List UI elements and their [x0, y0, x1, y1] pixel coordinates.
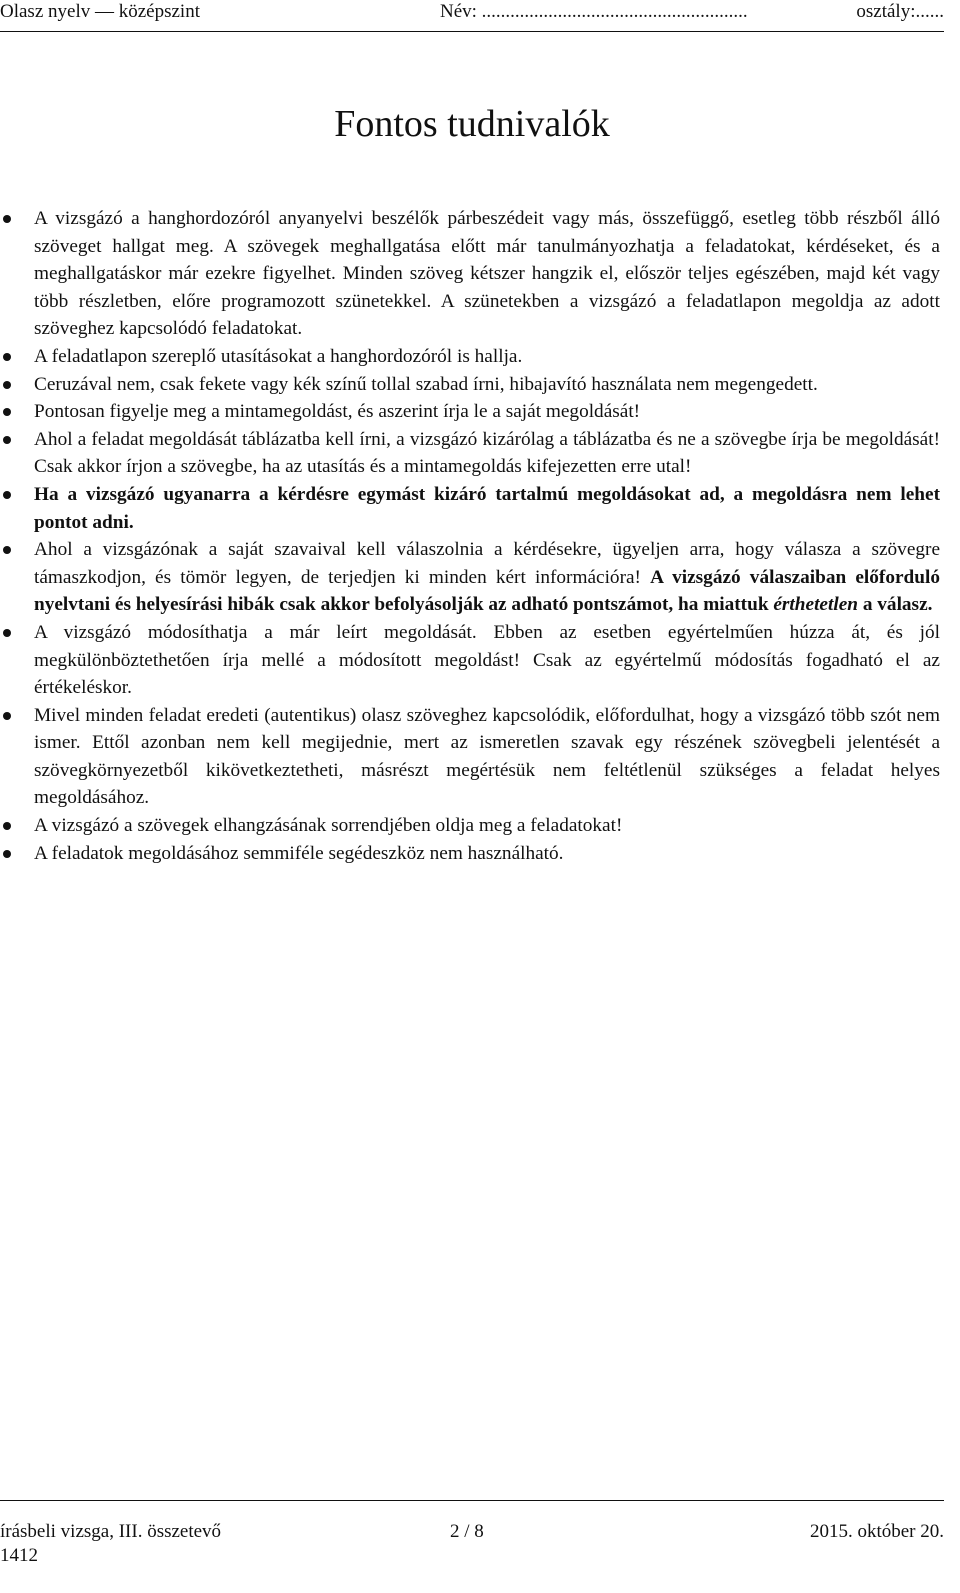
class-field: osztály:......	[856, 1, 944, 22]
page-number: 2 / 8	[450, 1521, 484, 1542]
header-divider	[0, 31, 944, 32]
list-item-text: A vizsgázó módosíthatja a már leírt megoldását. Ebben az esetben egyértelműen húzza át, és jól megkülönböztethetően írja mellé a módosított megoldást! Csak az egyértelmű módosítás fogadható el az értékeléskor.	[34, 621, 940, 699]
list-item	[0, 536, 940, 619]
list-item-text: Pontosan figyelje meg a mintamegoldást, és aszerint írja le a saját megoldását!	[34, 401, 641, 423]
list-item-text: a válasz.	[858, 594, 933, 616]
list-item	[0, 702, 940, 812]
list-item-text: Ceruzával nem, csak fekete vagy kék színű tollal szabad írni, hibajavító használata nem megengedett.	[34, 373, 818, 395]
list-item-text: Ahol a feladat megoldását táblázatba kell írni, a vizsgázó kizárólag a táblázatba és ne a szövegbe írja be megoldását! Csak akkor írjon a szövegbe, ha az utasítás és a mintamegoldás kifejezetten erre utal!	[34, 428, 940, 478]
list-item-text: Ahol a vizsgázónak a saját szavaival kell válaszolnia a kérdésekre, ügyeljen arra, hogy válasza a szövegre támaszkodjon, és tömör legyen, de terjedjen ki minden kért információra!	[34, 539, 940, 588]
list-item	[0, 343, 940, 371]
list-item-text: A vizsgázó a hanghordozóról anyanyelvi beszélők párbeszédeit vagy más, összefüggő, esetleg több részből álló szöveget hallgat meg. A szövegek meghallgatása előtt már tanulmányozhatja a feladatokat, kérdéseket, és a meghallgatáskor már ezekre figyelhet. Minden szöveg kétszer hangzik el, először teljes egészében, majd két vagy több részletben, előre programozott szünetekkel. A szünetekben a vizsgázó a feladatlapon megoldja az adott szöveghez kapcsolódó feladatokat.	[34, 208, 940, 340]
exam-part-label: írásbeli vizsga, III. összetevő	[0, 1521, 222, 1542]
list-item-text: Mivel minden feladat eredeti (autentikus) olasz szöveghez kapcsolódik, előfordulhat, hogy a vizsgázó több szót nem ismer. Ettől azonban nem kell megijednie, mert az ismeretlen szavak egy részének szövegbeli jelentését a szövegkörnyezetből kikövetkeztetheti, másrészt megértésük nem feltétlenül szükséges a feladat helyes megoldásához.	[34, 704, 940, 809]
list-item	[0, 426, 940, 481]
list-item-text: Ha a vizsgázó ugyanarra a kérdésre egymást kizáró tartalmú megoldásokat ad, a megoldásra nem lehet pontot adni.	[34, 483, 940, 533]
exam-code: 1412	[0, 1545, 38, 1566]
list-item-text: A vizsgázó a szövegek elhangzásának sorrendjében oldja meg a feladatokat!	[34, 815, 623, 837]
list-item-text: A vizsgázó válaszaiban előforduló nyelvtani és helyesírási hibák csak akkor befolyásolják az adható pontszámot, ha miattuk	[34, 566, 940, 616]
exam-date: 2015. október 20.	[809, 1521, 944, 1542]
list-item	[0, 205, 940, 343]
footer-divider	[0, 1500, 944, 1501]
page-header	[0, 0, 944, 28]
name-field: Név: ........................................................	[440, 1, 748, 22]
subject-label: Olasz nyelv — középszint	[0, 1, 200, 22]
list-item-text: érthetetlen	[773, 594, 858, 616]
list-item	[0, 398, 940, 426]
list-item-text: A feladatok megoldásához semmiféle segédeszköz nem használható.	[34, 842, 564, 864]
instructions-list	[0, 205, 940, 867]
list-item	[0, 812, 940, 840]
list-item-text: A feladatlapon szereplő utasításokat a hanghordozóról is hallja.	[34, 345, 523, 367]
list-item	[0, 840, 940, 868]
list-item	[0, 481, 940, 536]
list-item	[0, 619, 940, 702]
list-item	[0, 371, 940, 399]
page-title: Fontos tudnivalók	[334, 103, 610, 145]
